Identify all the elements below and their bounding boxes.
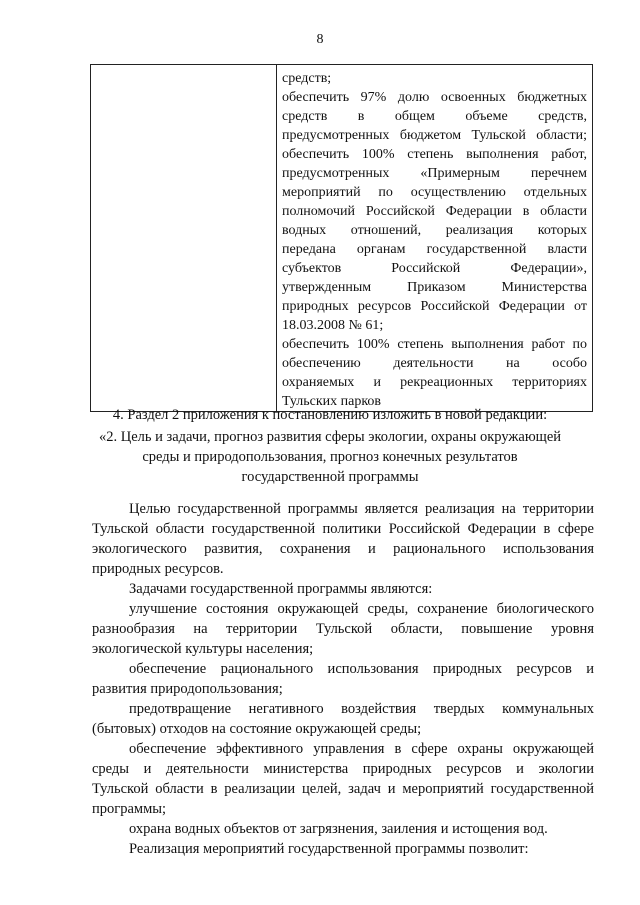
table-line: 18.03.2008 № 61; [282, 318, 384, 333]
table-line: средств в общем объеме средств, [282, 109, 587, 124]
paragraph-line: Тульской области государственной политики Российской Федерации в сфере [92, 521, 594, 537]
table-cell-text [277, 65, 593, 412]
page-number: 8 [316, 32, 324, 47]
table-line: водных отношений, реализация которых [282, 223, 587, 238]
table-line: обеспечению деятельности на особо [282, 356, 587, 371]
table-line: мероприятий по осуществлению отдельных [282, 185, 587, 200]
table-row [91, 65, 593, 412]
table-cell-empty [91, 65, 277, 412]
paragraph-line: (бытовых) отходов на состояние окружающей среды; [92, 721, 422, 737]
paragraph-line: охрана водных объектов от загрязнения, заиления и истощения вод. [129, 821, 548, 837]
paragraph-line: Реализация мероприятий государственной программы позволит: [129, 841, 529, 857]
table-line: природных ресурсов Российской Федерации от [282, 299, 587, 314]
section-intro: 4. Раздел 2 приложения к постановлению изложить в новой редакции: [112, 407, 548, 423]
table-line: утвержденным Приказом Министерства [282, 280, 587, 295]
section-heading-line: «2. Цель и задачи, прогноз развития сферы экологии, охраны окружающей [98, 429, 562, 445]
table-line: предусмотренных «Примерным перечнем [282, 166, 587, 181]
table-line: предусмотренных бюджетом Тульской области; [282, 128, 587, 143]
section-heading-line: среды и природопользования, прогноз конечных результатов [142, 449, 518, 465]
paragraph-line: улучшение состояния окружающей среды, сохранение биологического [129, 601, 594, 617]
table-line: субъектов Российской Федерации», [282, 261, 587, 276]
table-line: обеспечить 100% степень выполнения работ по [282, 337, 587, 352]
paragraph-line: программы; [92, 801, 167, 817]
paragraph-line: экологического развития, сохранения и рационального использования [92, 541, 594, 557]
paragraph-line: среды и деятельности министерства природных ресурсов и экологии [92, 761, 594, 777]
paragraph-line: предотвращение негативного воздействия твердых коммунальных [129, 701, 594, 717]
paragraph-line: экологической культуры населения; [92, 641, 314, 657]
paragraph-line: природных ресурсов. [92, 561, 224, 577]
paragraph-line: обеспечение рационального использования природных ресурсов и [129, 661, 594, 677]
table-line: обеспечить 97% долю освоенных бюджетных [282, 90, 587, 105]
table-line: средств; [282, 71, 332, 86]
table-line: обеспечить 100% степень выполнения работ, [282, 147, 587, 162]
section-heading [60, 427, 600, 487]
continuation-table [90, 64, 593, 412]
paragraph-line: Тульской области в реализации целей, задач и мероприятий государственной [92, 781, 594, 797]
table-line: полномочий Российской Федерации в области [282, 204, 587, 219]
body-text [92, 499, 594, 859]
paragraph-line: Целью государственной программы является реализация на территории [129, 501, 594, 517]
table-line: охраняемых и рекреационных территориях [282, 375, 587, 390]
paragraph-line: обеспечение эффективного управления в сфере охраны окружающей [129, 741, 594, 757]
paragraph-line: разнообразия на территории Тульской области, повышение уровня [92, 621, 594, 637]
table-line: передана органам государственной власти [282, 242, 587, 257]
paragraph-line: Задачами государственной программы являются: [129, 581, 433, 597]
paragraph-line: развития природопользования; [92, 681, 283, 697]
section-heading-line: государственной программы [241, 469, 419, 485]
table-line: Тульских парков [282, 394, 382, 409]
